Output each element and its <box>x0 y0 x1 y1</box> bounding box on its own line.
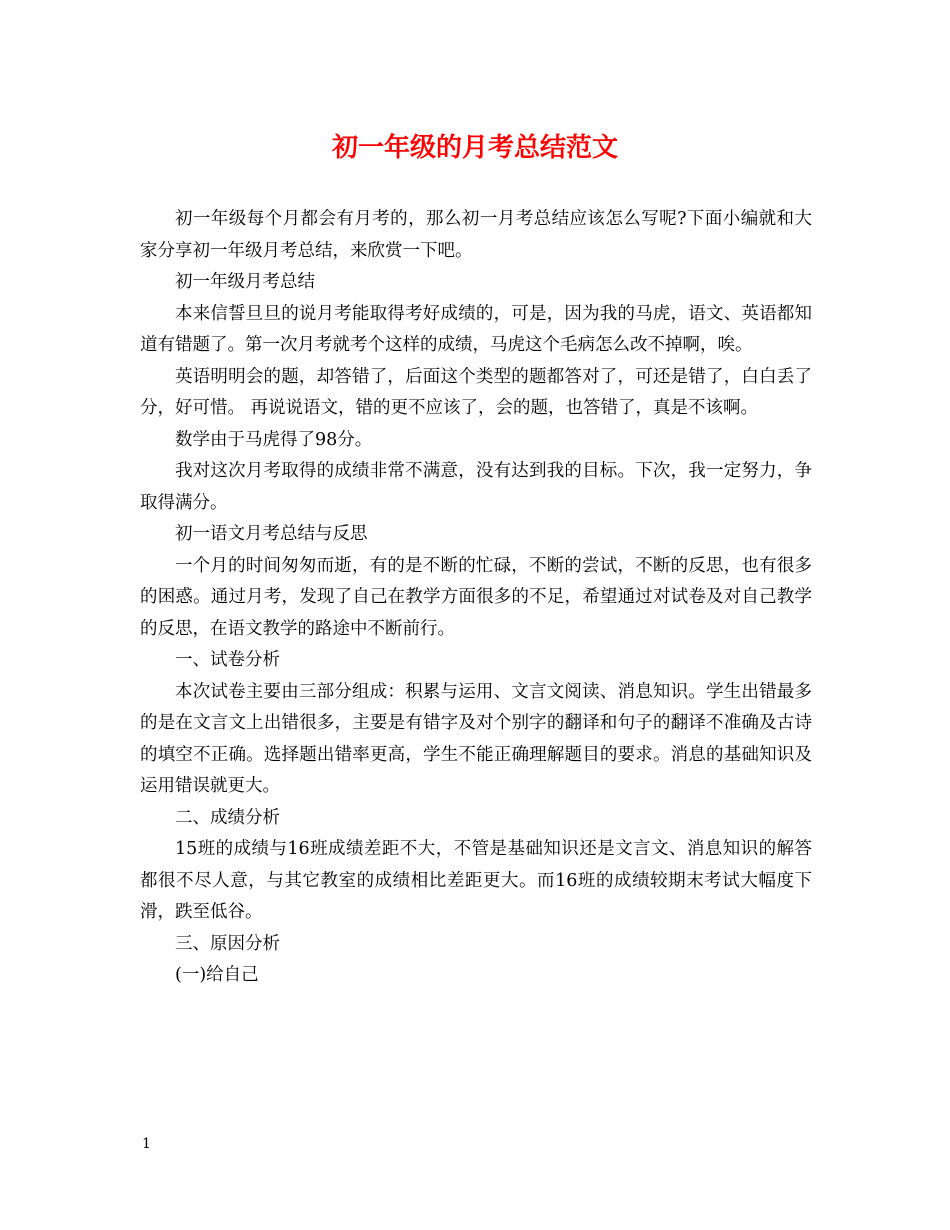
paragraph-score-analysis: 15班的成绩与16班成绩差距不大，不管是基础知识还是文言文、消息知识的解答都很不尽人意，与其它教室的成绩相比差距更大。而16班的成绩较期末考试大幅度下滑，跌至低谷。 <box>140 839 812 922</box>
document-body <box>140 204 812 992</box>
paragraph-intro: 初一年级每个月都会有月考的，那么初一月考总结应该怎么写呢?下面小编就和大家分享初一年级月考总结，来欣赏一下吧。 <box>140 209 812 261</box>
paragraph-math: 数学由于马虎得了98分。 <box>175 429 373 450</box>
paragraph-english-chinese: 英语明明会的题，却答错了，后面这个类型的题都答对了，可还是错了，白白丢了分，好可惜。 再说说语文，错的更不应该了，会的题，也答错了，真是不该啊。 <box>140 366 812 418</box>
document-title: 初一年级的月考总结范文 <box>331 133 618 163</box>
heading-grade-summary: 初一年级月考总结 <box>175 272 315 292</box>
paragraph-month-reflection: 一个月的时间匆匆而逝，有的是不断的忙碌，不断的尝试，不断的反思，也有很多的困惑。通过月考，发现了自己在教学方面很多的不足，希望通过对试卷及对自己教学的反思，在语文教学的路途中不断前行。 <box>140 555 812 639</box>
paragraph-paper-analysis: 本次试卷主要由三部分组成：积累与运用、文言文阅读、消息知识。学生出错最多的是在文言文上出错很多，主要是有错字及对个别字的翻译和句子的翻译不准确及古诗的填空不正确。选择题出错率更高，学生不能正确理解题目的要求。消息的基础知识及运用错误就更大。 <box>140 681 812 796</box>
heading-score-analysis: 二、成绩分析 <box>175 807 280 828</box>
subheading-self: (一)给自己 <box>175 965 259 985</box>
paragraph-goal: 我对这次月考取得的成绩非常不满意，没有达到我的目标。下次，我一定努力，争取得满分。 <box>140 461 812 513</box>
page-number: 1 <box>142 1136 151 1152</box>
heading-chinese-reflection: 初一语文月考总结与反思 <box>175 524 368 544</box>
paragraph-expectation: 本来信誓旦旦的说月考能取得考好成绩的，可是，因为我的马虎，语文、英语都知道有错题了。第一次月考就考个这样的成绩，马虎这个毛病怎么改不掉啊，唉。 <box>140 303 812 355</box>
heading-cause-analysis: 三、原因分析 <box>175 933 280 954</box>
heading-paper-analysis: 一、试卷分析 <box>175 650 280 670</box>
